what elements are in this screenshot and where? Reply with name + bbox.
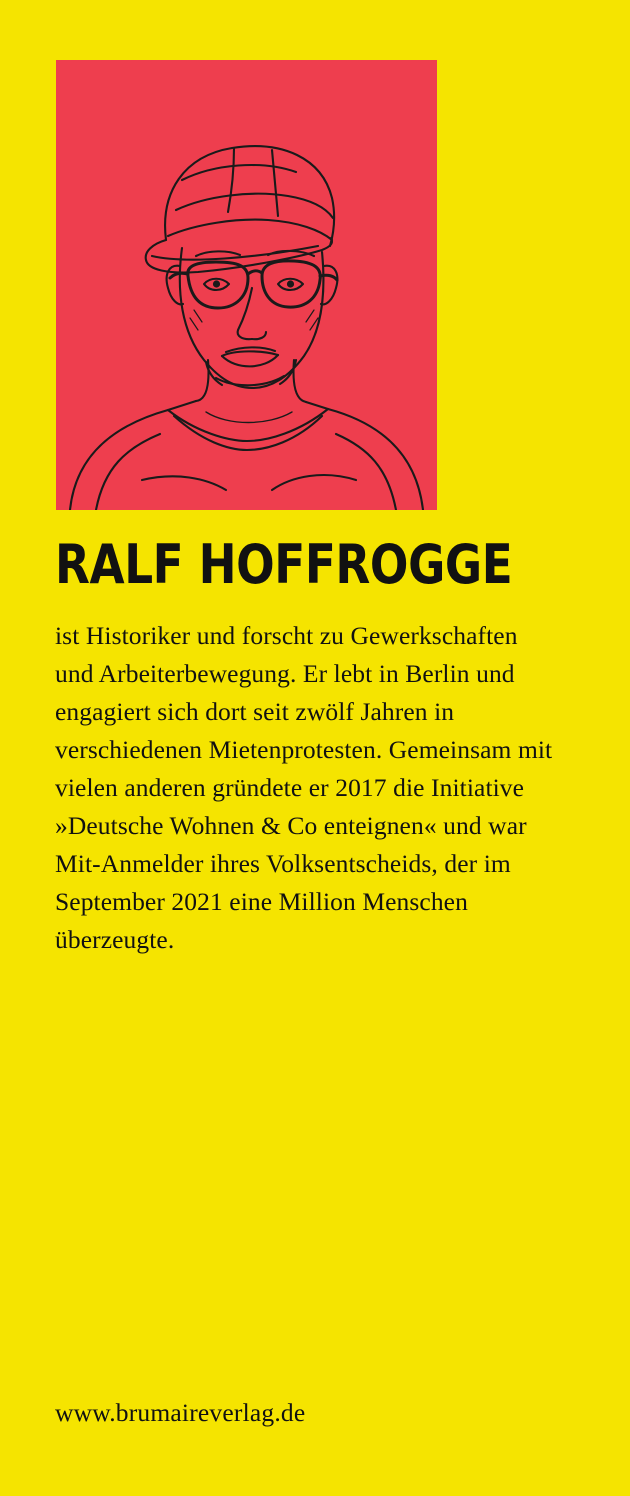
- bio-paragraph: ist Historiker und forscht zu Gewerkschaften und Arbeiterbewegung. Er lebt in Berlin und engagiert sich dort seit zwölf Jahren in verschiedenen Mietenprotesten. Gemeinsam mit vielen anderen gründete er 2017 die Initiative »Deutsche Wohnen & Co enteignen« und war Mit-Anmelder ihres Volksentscheids, der im September 2021 eine Million Menschen überzeugte.: [55, 621, 553, 954]
- publisher-website[interactable]: www.brumaireverlag.de: [55, 1398, 306, 1427]
- portrait-illustration: [56, 60, 437, 510]
- page-title: RALF HOFFROGGE: [55, 533, 513, 596]
- portrait-artwork: [56, 60, 437, 510]
- bio-text: [55, 617, 555, 959]
